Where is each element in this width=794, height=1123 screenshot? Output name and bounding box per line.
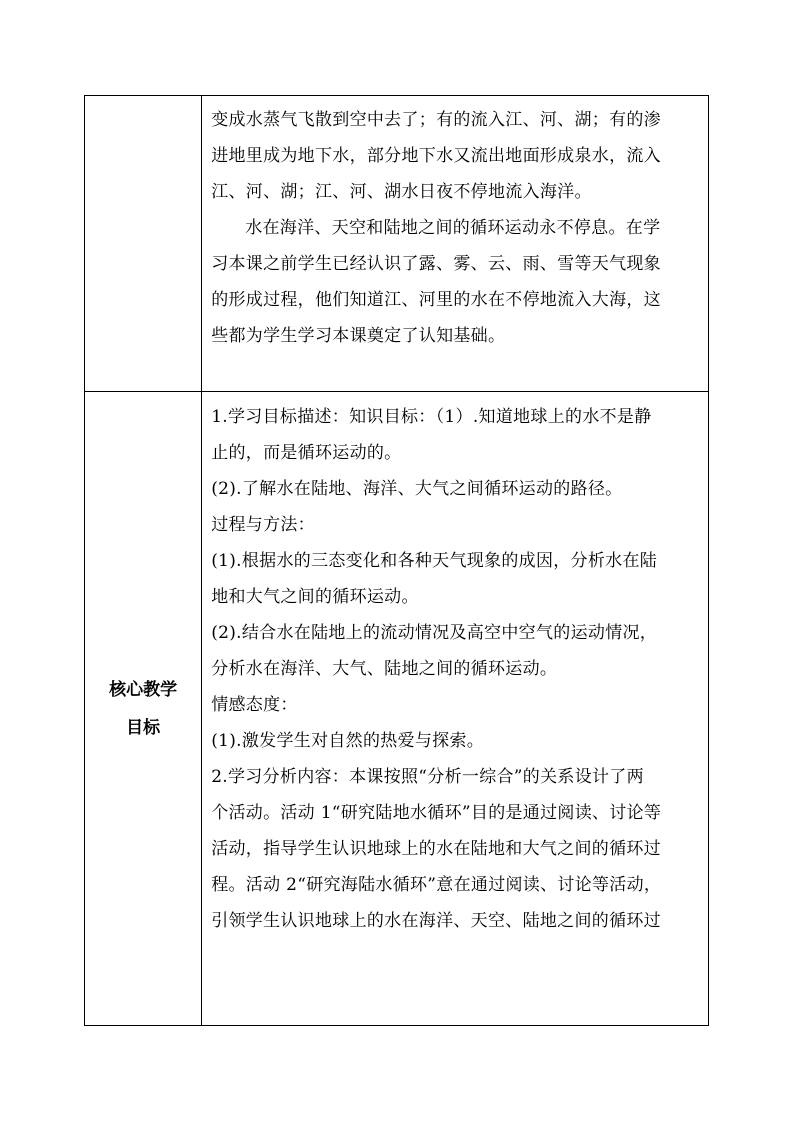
text-line: 个活动。活动 1“研究陆地水循环”目的是通过阅读、讨论等: [211, 803, 662, 823]
text-line: (1).激发学生对自然的热爱与探索。: [211, 731, 485, 751]
text-line: 止的，而是循环运动的。: [211, 443, 402, 463]
text-line: 情感态度：: [211, 695, 298, 715]
table-row-core-objectives: [85, 392, 709, 1026]
label-cell-empty: [85, 96, 202, 392]
content-cell-background: [202, 96, 709, 392]
text-line: 2.学习分析内容：本课按照“分析一综合”的关系设计了两: [211, 767, 644, 787]
text-line: 1.学习目标描述：知识目标：（1）.知道地球上的水不是静: [211, 407, 652, 427]
text-line: 地和大气之间的循环运动。: [211, 587, 419, 607]
text-line: 过程与方法：: [211, 515, 315, 535]
text-line: 变成水蒸气飞散到空中去了；有的流入江、河、湖；有的渗: [211, 110, 661, 130]
text-line: 习本课之前学生已经认识了露、雾、云、雨、雪等天气现象: [211, 254, 661, 274]
text-line: (1).根据水的三态变化和各种天气现象的成因，分析水在陆: [211, 551, 658, 571]
text-line: 程。活动 2“研究海陆水循环”意在通过阅读、讨论等活动，: [211, 875, 662, 895]
text-line: 的形成过程，他们知道江、河里的水在不停地流入大海，这: [211, 290, 661, 310]
row-label-core-objectives: [85, 392, 202, 1026]
table-row-student-background: [85, 96, 709, 392]
text-line: 引领学生认识地球上的水在海洋、天空、陆地之间的循环过: [211, 911, 661, 931]
text-line: 些都为学生学习本课奠定了认知基础。: [211, 326, 506, 346]
text-line: 进地里成为地下水，部分地下水又流出地面形成泉水，流入: [211, 146, 661, 166]
row-label-line: 目标: [126, 717, 161, 738]
text-line: 分析水在海洋、大气、陆地之间的循环运动。: [211, 659, 558, 679]
text-line: (2).了解水在陆地、海洋、大气之间循环运动的路径。: [211, 479, 623, 499]
content-cell-objectives: [202, 392, 709, 1026]
row-label-line: 核心教学: [109, 679, 178, 700]
text-line: 水在海洋、天空和陆地之间的循环运动永不停息。在学: [245, 218, 661, 238]
text-line: 活动，指导学生认识地球上的水在陆地和大气之间的循环过: [211, 839, 661, 859]
text-line: 江、河、湖；江、河、湖水日夜不停地流入海洋。: [211, 182, 592, 202]
lesson-plan-table: [84, 95, 709, 1026]
text-line: (2).结合水在陆地上的流动情况及高空中空气的运动情况，: [211, 623, 658, 643]
